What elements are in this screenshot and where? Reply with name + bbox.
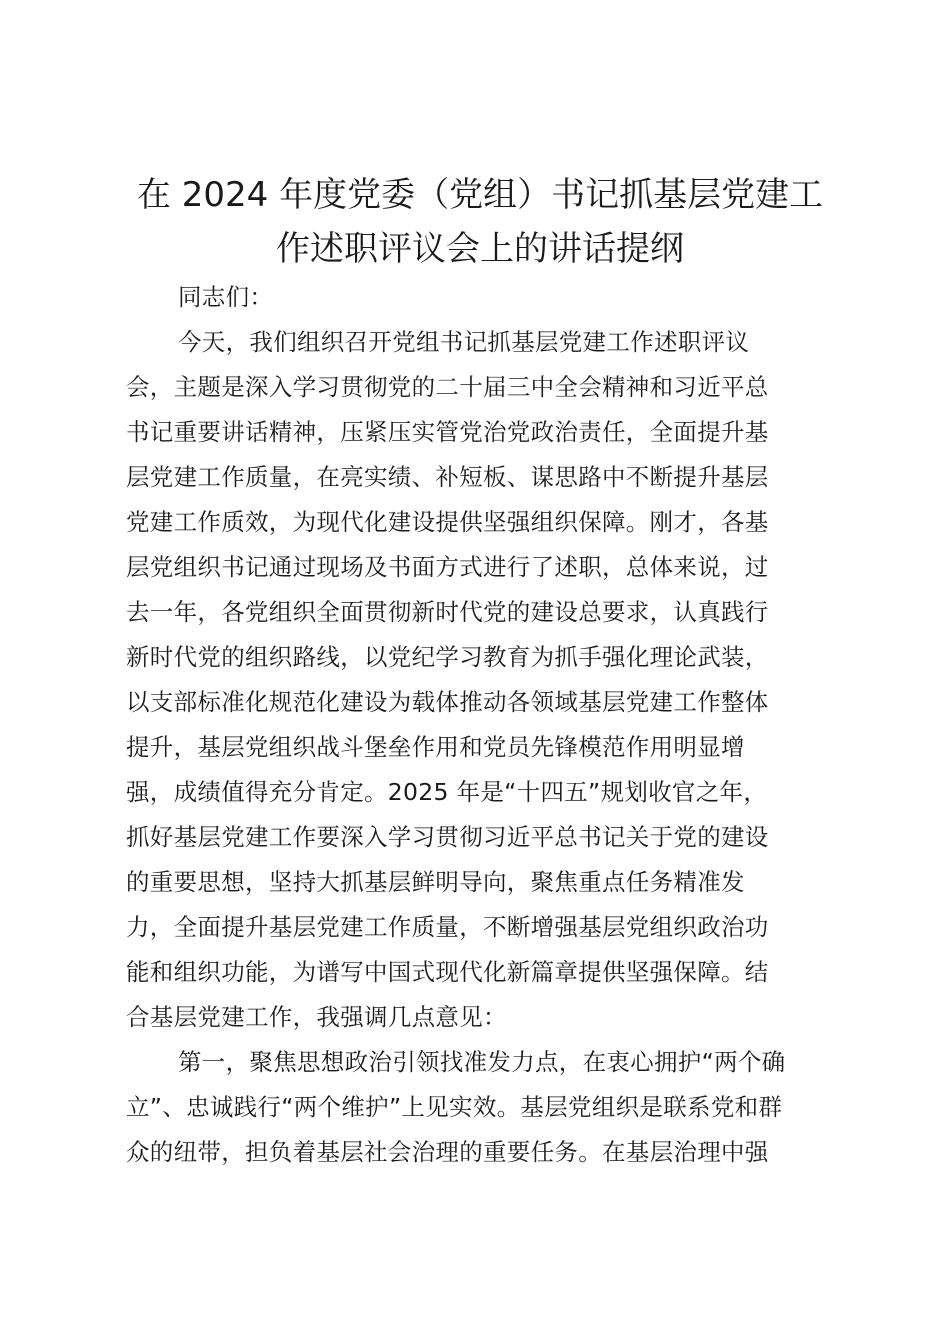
paragraph-1-line-7: 去一年，各党组织全面贯彻新时代党的建设总要求，认真践行 <box>126 598 769 626</box>
title-line-2: 作述职评议会上的讲话提纲 <box>276 229 684 269</box>
paragraph-1-line-9: 以支部标准化规范化建设为载体推动各领域基层党建工作整体 <box>126 688 769 716</box>
paragraph-1-line-10: 提升，基层党组织战斗堡垒作用和党员先锋模范作用明显增 <box>126 733 745 761</box>
paragraph-1-line-8: 新时代党的组织路线，以党纪学习教育为抓手强化理论武装， <box>126 643 769 671</box>
title-line-1: 在 2024 年度党委（党组）书记抓基层党建工 <box>136 175 824 215</box>
salutation: 同志们： <box>178 283 274 311</box>
paragraph-2-line-2: 立”、忠诚践行“两个维护”上见实效。基层党组织是联系党和群 <box>126 1093 783 1121</box>
paragraph-1-line-13: 的重要思想，坚持大抓基层鲜明导向，聚焦重点任务精准发 <box>126 868 745 896</box>
paragraph-2-line-1: 第一，聚焦思想政治引领找准发力点，在衷心拥护“两个确 <box>178 1048 786 1076</box>
paragraph-1-line-16: 合基层党建工作，我强调几点意见： <box>126 1003 507 1031</box>
paragraph-1-line-2: 会，主题是深入学习贯彻党的二十届三中全会精神和习近平总 <box>126 373 769 401</box>
paragraph-1-line-15: 能和组织功能，为谱写中国式现代化新篇章提供坚强保障。结 <box>126 958 769 986</box>
paragraph-1-line-5: 党建工作质效，为现代化建设提供坚强组织保障。刚才，各基 <box>126 508 769 536</box>
document-title <box>110 168 850 276</box>
paragraph-1-line-12: 抓好基层党建工作要深入学习贯彻习近平总书记关于党的建设 <box>126 823 769 851</box>
paragraph-1-line-4: 层党建工作质量，在亮实绩、补短板、谋思路中不断提升基层 <box>126 463 769 491</box>
paragraph-1-line-14: 力，全面提升基层党建工作质量，不断增强基层党组织政治功 <box>126 913 769 941</box>
paragraph-1-line-1: 今天，我们组织召开党组书记抓基层党建工作述职评议 <box>178 328 750 356</box>
paragraph-1-line-6: 层党组织书记通过现场及书面方式进行了述职，总体来说，过 <box>126 553 769 581</box>
paragraph-2-line-3: 众的纽带，担负着基层社会治理的重要任务。在基层治理中强 <box>126 1138 769 1166</box>
paragraph-1-line-11: 强，成绩值得充分肯定。2025 年是“十四五”规划收官之年， <box>126 778 768 806</box>
paragraph-1-line-3: 书记重要讲话精神，压紧压实管党治党政治责任，全面提升基 <box>126 418 769 446</box>
